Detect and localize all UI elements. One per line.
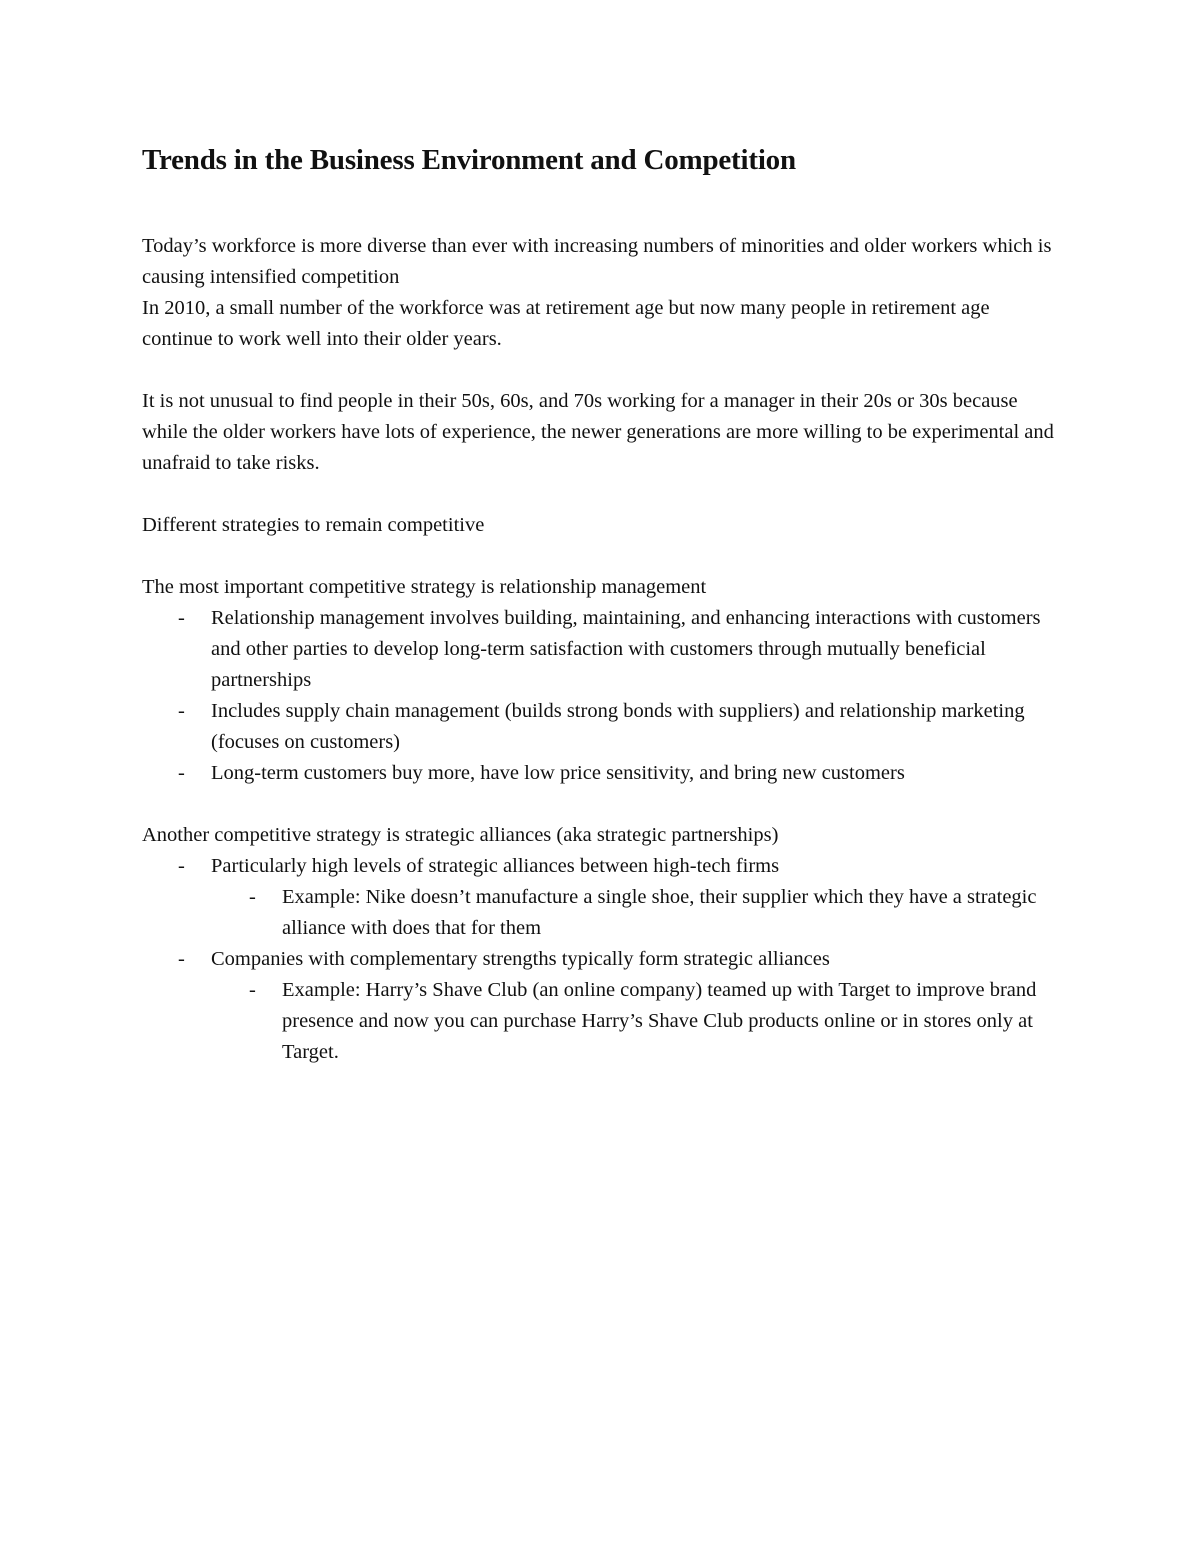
list-item xyxy=(142,944,1062,975)
spacer xyxy=(142,789,1062,820)
dash-bullet-icon: - xyxy=(178,700,185,722)
dash-bullet-icon: - xyxy=(178,607,185,629)
paragraph-strategic-alliances: Another competitive strategy is strategic alliances (aka strategic partnerships) xyxy=(142,824,779,846)
dash-bullet-icon: - xyxy=(249,886,256,908)
list-item-text: Companies with complementary strengths typically form strategic alliances xyxy=(211,948,830,970)
dash-bullet-icon: - xyxy=(178,948,185,970)
list-item-text: Includes supply chain management (builds strong bonds with suppliers) and relationship marketing (focuses on customers) xyxy=(211,700,1025,753)
spacer xyxy=(142,479,1062,510)
list-item xyxy=(142,696,1062,758)
list-item xyxy=(142,603,1062,696)
paragraph-strategies-heading: Different strategies to remain competitive xyxy=(142,514,485,536)
list-item xyxy=(142,758,1062,789)
list-item-text: Particularly high levels of strategic alliances between high-tech firms xyxy=(211,855,780,877)
paragraph-retirement-age: In 2010, a small number of the workforce was at retirement age but now many people in retirement age continue to work well into their older years. xyxy=(142,297,990,350)
paragraph-relationship-management: The most important competitive strategy is relationship management xyxy=(142,576,707,598)
document-title: Trends in the Business Environment and Competition xyxy=(142,144,796,176)
sub-list-item xyxy=(142,975,1062,1068)
sub-list-item-text: Example: Harry’s Shave Club (an online company) teamed up with Target to improve brand presence and now you can purchase Harry’s Shave Club products online or in stores only at Target. xyxy=(282,979,1037,1063)
relationship-bullet-list xyxy=(142,603,1062,789)
paragraph-workforce-diversity: Today’s workforce is more diverse than ever with increasing numbers of minorities and older workers which is causing intensified competition xyxy=(142,235,1052,288)
sub-list-item xyxy=(142,882,1062,944)
spacer xyxy=(142,541,1062,572)
list-item xyxy=(142,851,1062,882)
document-page xyxy=(142,140,1062,1068)
paragraph-generations: It is not unusual to find people in their 50s, 60s, and 70s working for a manager in their 20s or 30s because while the older workers have lots of experience, the newer generations are more willing to be experimental and unafraid to take risks. xyxy=(142,390,1054,474)
sub-list-item-text: Example: Nike doesn’t manufacture a single shoe, their supplier which they have a strategic alliance with does that for them xyxy=(282,886,1037,939)
spacer xyxy=(142,355,1062,386)
list-item-text: Long-term customers buy more, have low price sensitivity, and bring new customers xyxy=(211,762,905,784)
spacer xyxy=(142,180,1062,231)
dash-bullet-icon: - xyxy=(178,762,185,784)
dash-bullet-icon: - xyxy=(249,979,256,1001)
list-item-text: Relationship management involves building, maintaining, and enhancing interactions with customers and other parties to develop long-term satisfaction with customers through mutually beneficial partnerships xyxy=(211,607,1041,691)
alliance-bullet-list xyxy=(142,851,1062,1068)
dash-bullet-icon: - xyxy=(178,855,185,877)
